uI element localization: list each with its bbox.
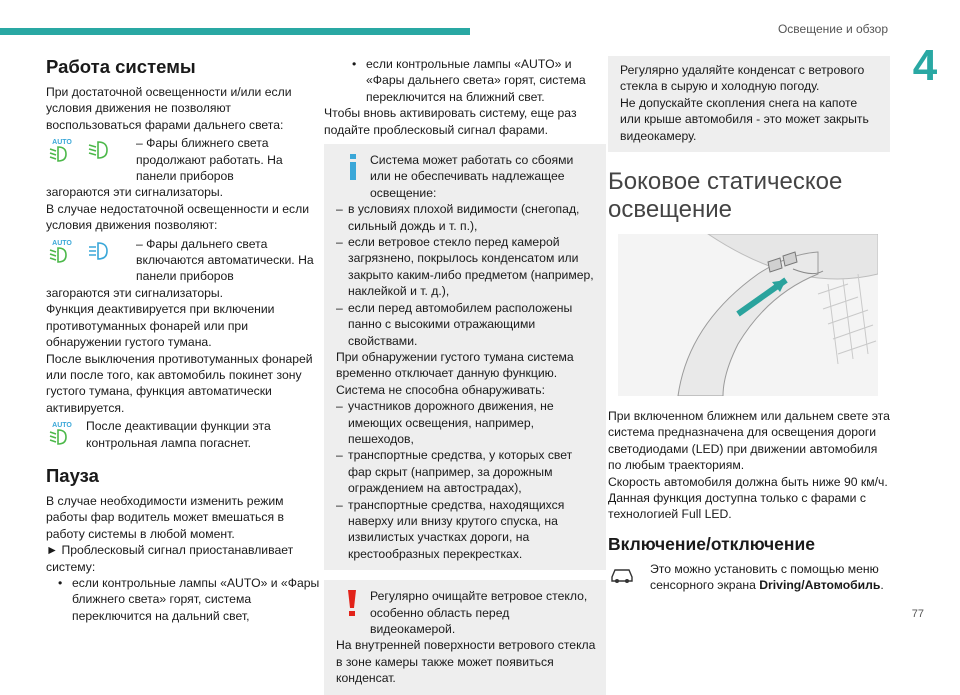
section-title-pause: Пауза	[46, 464, 99, 486]
pause-bullet-2: если контрольные лампы «AUTO» и «Фары дальнего света» горят, система переключится на ближний свет.	[366, 57, 586, 104]
info-item2-1: участников дорожного движения, не имеющих освещения, например, пешеходов,	[348, 399, 554, 446]
low-beam-icon	[84, 137, 116, 163]
auto-lamp-icon	[46, 420, 78, 446]
list-item: – в условиях плохой видимости (снегопад, сильный дождь и т. п.),	[336, 201, 596, 234]
info-item-2: если ветровое стекло перед камерой загрязнено, покрылось конденсатом или закрыто каким-либо предметом (например, наклейкой и т. д.),	[348, 235, 594, 299]
info-head: Система может работать со сбоями или не обеспечивать надлежащее освещение:	[370, 153, 574, 200]
bullet-dot: •	[352, 57, 357, 71]
info-item2-3: транспортные средства, находящихся наверху или внизу крутого спуска, на извилистых участках дороги, на крестообразных перекрестках.	[348, 497, 565, 561]
info-box	[324, 144, 606, 570]
chapter-number: 4	[912, 41, 938, 90]
restart-paragraph: Чтобы вновь активировать систему, еще раз подайте проблесковый сигнал фарами.	[324, 106, 577, 137]
column-3	[608, 56, 890, 594]
low-beam-row	[46, 135, 324, 184]
info-item-3: если перед автомобилем расположены панно с высокими отражающими свойствами.	[348, 300, 573, 348]
pause-paragraph: В случае необходимости изменить режим работы фар водитель может вмешаться в работу системы в любой момент.	[46, 493, 284, 541]
pause-bullet-1: если контрольные лампы «AUTO» и «Фары ближнего света» горят, система переключится на дальний свет,	[72, 575, 320, 623]
on-off-text	[650, 561, 890, 594]
cornering-speed-paragraph: Скорость автомобиля должна быть ниже 90 км/ч.	[608, 474, 888, 489]
note-box	[608, 56, 890, 152]
pause-step: ► Проблесковый сигнал приостанавливает систему:	[46, 543, 294, 574]
lamp-off-text: После деактивации функции эта контрольная лампа погаснет.	[86, 419, 271, 450]
list-item: – если ветровое стекло перед камерой загрязнено, покрылось конденсатом или закрыто каким-либо предметом (например, наклейкой и т. д.),	[336, 234, 596, 300]
intro-paragraph: При достаточной освещенности и/или если условия движения не позволяют воспользоваться фарами дальнего света:	[46, 85, 292, 132]
warning-head: Регулярно очищайте ветровое стекло, особенно область перед видеокамерой.	[370, 589, 588, 636]
list-item: – если перед автомобилем расположены панно с высокими отражающими свойствами.	[336, 300, 596, 349]
info-item-1: в условиях плохой видимости (снегопад, сильный дождь и т. п.),	[348, 202, 580, 233]
low-beam-text: – Фары ближнего света продолжают работать. На панели приборов	[136, 136, 283, 184]
list-item: – участников дорожного движения, не имеющих освещения, например, пешеходов,	[336, 398, 596, 447]
list-item: – транспортные средства, находящихся наверху или внизу крутого спуска, на извилистых участках дороги, на крестообразных перекрестках.	[336, 497, 596, 563]
car-icon	[608, 563, 636, 585]
cornering-fullled-paragraph: Данная функция доступна только с фарами с технологией Full LED.	[608, 491, 866, 522]
column-1	[46, 56, 324, 624]
headlight-drawing	[618, 234, 878, 396]
cornering-paragraph-1: При включенном ближнем или дальнем свете эта система предназначена для освещения дороги светодиодами (LED) при движении автомобиля по любым траекториям.	[608, 409, 890, 473]
info-fog-paragraph: При обнаружении густого тумана система временно отключает данную функцию.	[336, 349, 574, 381]
column-2	[324, 56, 606, 695]
page-number: 77	[911, 608, 924, 620]
auto-lamp-icon	[46, 137, 78, 163]
info-detect-paragraph: Система не способна обнаруживать:	[336, 382, 545, 397]
info-icon	[336, 152, 370, 182]
low-beam-continued: загораются эти сигнализаторы.	[46, 185, 224, 200]
on-off-row	[608, 561, 890, 594]
high-beam-continued: загораются эти сигнализаторы.	[46, 285, 224, 300]
warning-paragraph: На внутренней поверхности ветрового стекла в зоне камеры также может появиться конденсат.	[336, 638, 596, 686]
running-title: Освещение и обзор	[777, 22, 888, 36]
list-item	[46, 575, 324, 624]
info-item2-2: транспортные средства, у которых свет фар скрыт (например, за дорожным ограждением на автострадах),	[348, 448, 573, 496]
paragraph-insufficient-light: В случае недостаточной освещенности и если условия движения позволяют:	[46, 201, 310, 233]
list-item	[324, 56, 606, 105]
bullet-dot: •	[58, 575, 63, 590]
paragraph-fog-reactivation: После выключения противотуманных фонарей или после того, как автомобиль покинет зону густого тумана, функция автоматически активируется.	[46, 351, 313, 415]
headlight-illustration	[618, 234, 878, 396]
on-off-text-main: Это можно установить с помощью меню сенсорного экрана	[650, 561, 879, 593]
warning-box	[324, 580, 606, 694]
section-title-system-operation: Работа системы	[46, 56, 196, 77]
high-beam-icon	[84, 238, 116, 264]
svg-text:AUTO: AUTO	[52, 239, 72, 247]
svg-text:AUTO: AUTO	[52, 422, 72, 430]
menu-path: Driving/Автомобиль	[759, 578, 881, 593]
note-condensation: Регулярно удаляйте конденсат с ветрового стекла в сырую и холодную погоду.	[620, 63, 865, 94]
list-item: – транспортные средства, у которых свет фар скрыт (например, за дорожным ограждением на автострадах),	[336, 447, 596, 496]
section-title-on-off: Включение/отключение	[608, 533, 815, 554]
on-off-end: .	[880, 578, 884, 593]
high-beam-row	[46, 236, 324, 285]
paragraph-fog-deactivation: Функция деактивируется при включении противотуманных фонарей или при обнаружении густого тумана.	[46, 302, 275, 350]
exclamation-icon	[336, 588, 370, 618]
lamp-off-row	[46, 418, 324, 451]
note-snow: Не допускайте скопления снега на капоте или крыше автомобиля - это может закрыть видеокамеру.	[620, 95, 869, 143]
high-beam-text: – Фары дальнего света включаются автоматически. На панели приборов	[136, 236, 314, 284]
section-title-static-cornering: Боковое статическое освещение	[608, 168, 843, 224]
top-accent-bar	[0, 28, 470, 35]
auto-lamp-icon	[46, 238, 78, 264]
svg-text:AUTO: AUTO	[52, 139, 72, 147]
